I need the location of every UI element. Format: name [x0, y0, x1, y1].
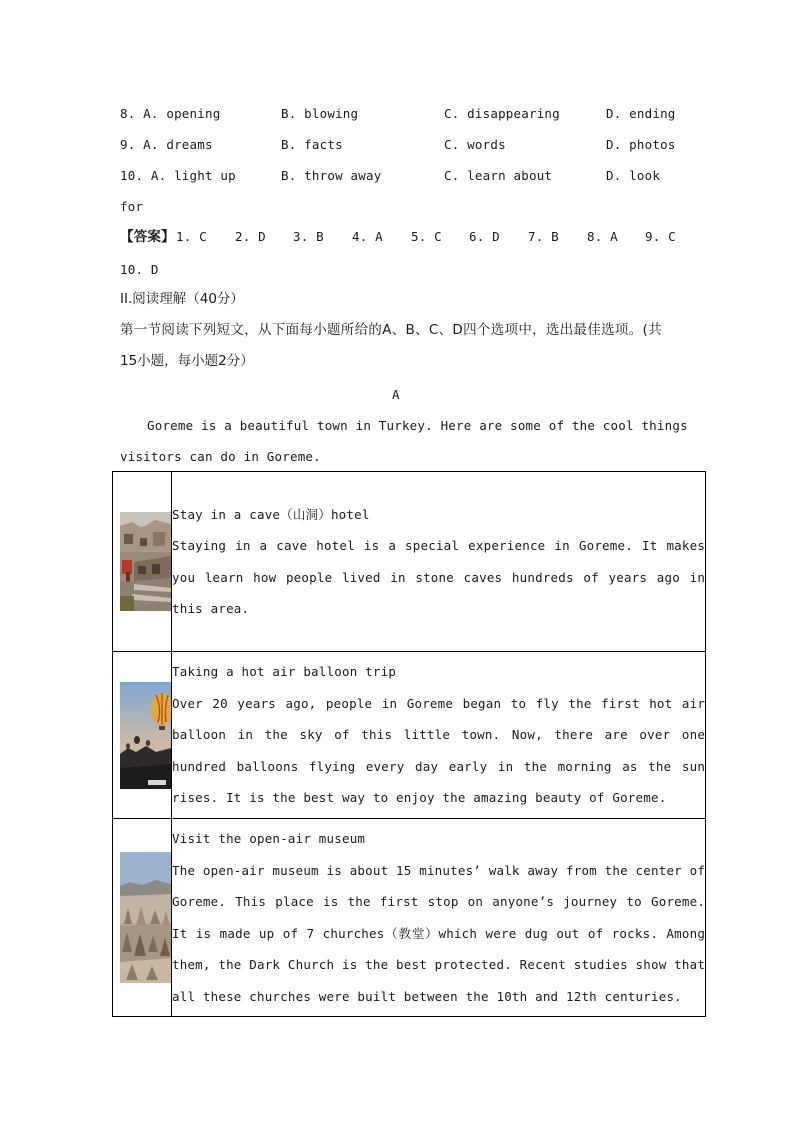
q8-option-c: C. disappearing	[444, 106, 560, 121]
item-2-title: Taking a hot air balloon trip	[172, 664, 397, 680]
q9-option-d: D. photos	[606, 137, 676, 152]
answer-key	[120, 227, 676, 247]
item-2-line-4: rises. It is the best way to enjoy the amazing beauty of Goreme.	[172, 790, 667, 806]
q10-option-c: C. learn about	[444, 168, 553, 183]
item-2-line-2: balloon in the sky of this little town. Now, there are over one	[172, 727, 706, 743]
text-cell	[172, 819, 706, 1017]
q10-option-b: B. throw away	[281, 168, 382, 183]
q9-option-a: 9. A. dreams	[120, 137, 213, 152]
q9-option-c: C. words	[444, 137, 506, 152]
intro-line-2: visitors can do in Goreme.	[120, 449, 321, 464]
intro-line-1: Goreme is a beautiful town in Turkey. Here are some of the cool things	[147, 418, 688, 433]
item-3-title: Visit the open-air museum	[172, 831, 366, 846]
item-2-line-1: Over 20 years ago, people in Goreme began to fly the first hot air	[172, 695, 706, 711]
q8-option-d: D. ending	[606, 106, 676, 121]
answer-1: 1. C	[176, 229, 207, 244]
answer-10: 10. D	[120, 262, 159, 277]
answer-2: 2. D	[235, 229, 266, 244]
item-3-line-4: them, the Dark Church is the best protected. Recent studies show that	[172, 957, 706, 972]
text-cell	[172, 472, 706, 652]
answer-3: 3. B	[293, 229, 324, 244]
text-cell	[172, 652, 706, 819]
answer-7: 7. B	[528, 229, 559, 244]
hot-air-balloon-photo	[120, 682, 171, 789]
image-cell	[113, 472, 172, 652]
answer-9: 9. C	[645, 229, 676, 244]
open-air-museum-photo	[120, 852, 171, 983]
q10-option-d: D. look	[606, 168, 661, 183]
item-1-title: Stay in a cave（山洞）hotel	[172, 506, 370, 522]
passage-label: A	[392, 387, 400, 402]
table-row	[113, 472, 706, 652]
item-3-line-1: The open-air museum is about 15 minutes’ walk away from the center of	[172, 862, 706, 878]
answer-6: 6. D	[469, 229, 500, 244]
item-1-line-3: this area.	[172, 601, 250, 616]
section-title: II.阅读理解（40分）	[120, 291, 244, 307]
q8-option-b: B. blowing	[281, 106, 359, 121]
table-row	[113, 819, 706, 1017]
table-row	[113, 652, 706, 819]
instructions-line-2: 15小题，每小题2分）	[120, 353, 254, 369]
item-1-line-1: Staying in a cave hotel is a special experience in Goreme. It makes	[172, 538, 706, 553]
cave-hotel-photo	[120, 512, 171, 611]
image-cell	[113, 652, 172, 819]
q8-option-a: 8. A. opening	[120, 106, 221, 121]
q10-option-d-wrap: for	[120, 199, 144, 214]
item-1-line-2: you learn how people lived in stone caves hundreds of years ago in	[172, 569, 706, 585]
image-cell	[113, 819, 172, 1017]
item-2-line-3: hundred balloons flying every day early in the morning as the sun	[172, 758, 706, 774]
question-8-options	[120, 104, 680, 124]
question-10-options	[120, 166, 680, 186]
instructions-line-1: 第一节阅读下列短文，从下面每小题所给的A、B、C、D四个选项中，选出最佳选项。(共	[120, 322, 662, 338]
answer-8: 8. A	[587, 229, 618, 244]
answer-label: 【答案】	[120, 229, 175, 245]
activities-table	[112, 471, 706, 1017]
item-3-line-2: Goreme. This place is the first stop on anyone’s journey to Goreme.	[172, 894, 706, 909]
item-3-line-3: It is made up of 7 churches（教堂）which were dug out of rocks. Among	[172, 925, 706, 941]
question-9-options	[120, 135, 680, 155]
answer-5: 5. C	[411, 229, 442, 244]
answer-4: 4. A	[352, 229, 383, 244]
q10-option-a: 10. A. light up	[120, 168, 236, 183]
item-3-line-5: all these churches were built between the 10th and 12th centuries.	[172, 988, 682, 1004]
q9-option-b: B. facts	[281, 137, 343, 152]
